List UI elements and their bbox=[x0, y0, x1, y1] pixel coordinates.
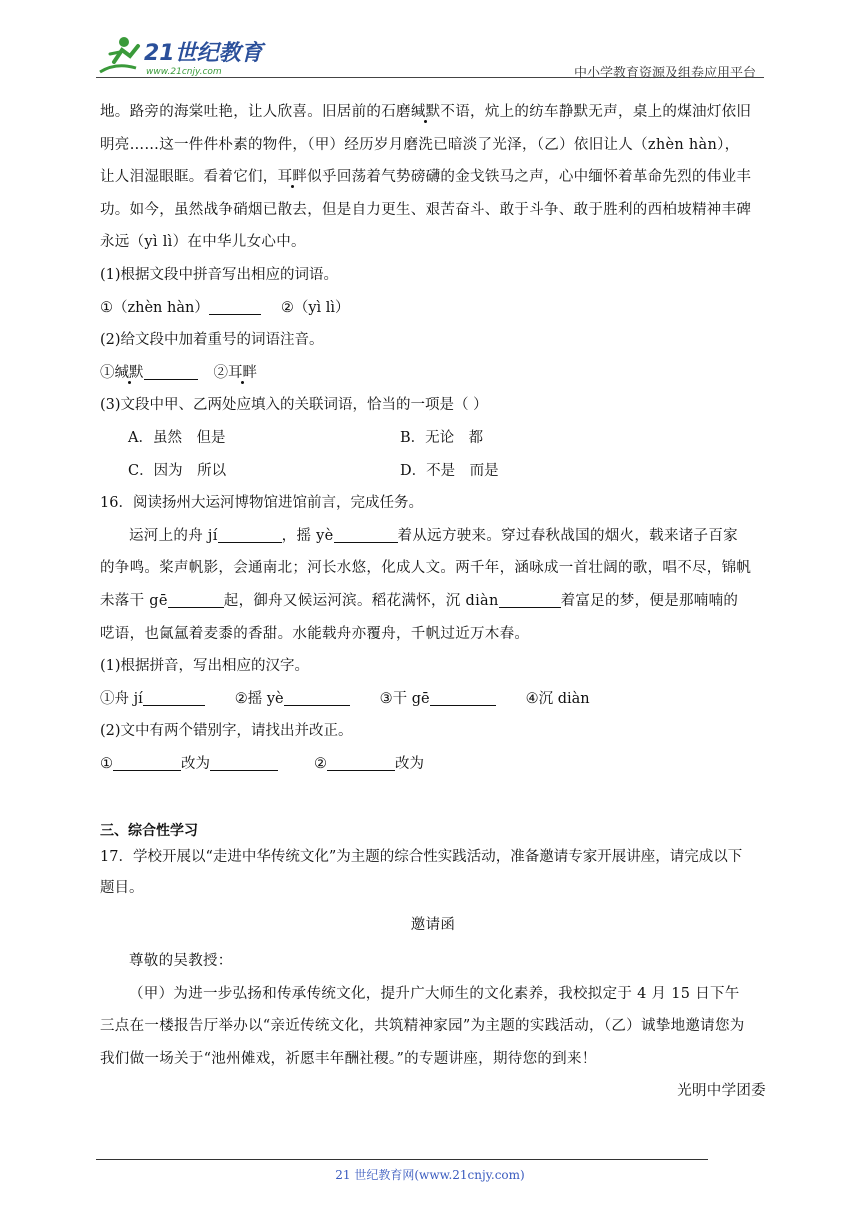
answer-blank[interactable] bbox=[284, 689, 350, 706]
answer-blank[interactable] bbox=[499, 591, 561, 608]
passage-line: 让人泪湿眼眶。看着它们，耳畔似乎回荡着气势磅礴的金戈铁马之声，心中缅怀着革命先烈的伟业丰 bbox=[100, 169, 752, 186]
answer-blank[interactable] bbox=[334, 526, 398, 543]
letter-salutation: 尊敬的吴教授： bbox=[129, 953, 233, 970]
q16-part2: (2)文中有两个错别字，请找出并改正。 bbox=[100, 723, 353, 740]
q15-part2: (2)给文段中加着重号的词语注音。 bbox=[100, 332, 324, 349]
options-row bbox=[100, 455, 766, 488]
letter-title: 邀请函 bbox=[410, 917, 456, 934]
q16-passage-line: 未落干 gē 起，御舟又候运河滨。稻花满怀，沉 diàn 着富足的梦，便是那喃喃的 bbox=[100, 592, 739, 609]
passage-line: 功。如今，虽然战争硝烟已散去，但是自力更生、艰苦奋斗、敢于斗争、敢于胜利的西柏坡精神丰碑 bbox=[100, 201, 752, 218]
options-row bbox=[100, 422, 766, 455]
page-footer: 21 世纪教育网(www.21cnjy.com) bbox=[335, 1168, 525, 1182]
answer-blank[interactable] bbox=[210, 754, 278, 771]
page-header bbox=[96, 28, 764, 80]
svg-text:www.21cnjy.com: www.21cnjy.com bbox=[146, 67, 222, 77]
answer-blank[interactable] bbox=[327, 754, 395, 771]
site-logo bbox=[96, 32, 266, 80]
option-b[interactable]: B．无论 都 bbox=[400, 429, 484, 446]
q17-stem: 17．学校开展以“走进中华传统文化”为主题的综合性实践活动，准备邀请专家开展讲座，请完成以下 bbox=[100, 849, 743, 866]
q16-part1: (1)根据拼音，写出相应的汉字。 bbox=[100, 658, 310, 675]
q15-part2-answers: ①缄默 ②耳畔 bbox=[100, 364, 257, 381]
q15-part1-answers: ①（zhèn hàn） ②（yì lì） bbox=[100, 299, 350, 316]
document-body bbox=[100, 96, 766, 1108]
q16-part2-answers: ① 改为 ② 改为 bbox=[100, 755, 424, 772]
q16-passage-line: 运河上的舟 jí ，摇 yè 着从远方驶来。穿过春秋战国的烟火，载来诸子百家 bbox=[129, 527, 738, 544]
letter-body: 我们做一场关于“池州傩戏，祈愿丰年酬社稷。”的专题讲座，期待您的到来！ bbox=[100, 1050, 597, 1067]
letter-signature: 光明中学团委 bbox=[677, 1083, 766, 1100]
footer-divider bbox=[96, 1159, 708, 1160]
answer-blank[interactable] bbox=[209, 298, 261, 315]
passage-line: 永远（yì lì）在中华儿女心中。 bbox=[100, 234, 306, 251]
q15-part1: (1)根据文段中拼音写出相应的词语。 bbox=[100, 266, 339, 283]
answer-blank[interactable] bbox=[113, 754, 181, 771]
emphasized-word-rongmo: 缄默 bbox=[410, 104, 441, 120]
q16-passage-line: 呓语，也氤氲着麦黍的香甜。水能载舟亦覆舟，千帆过近万木春。 bbox=[100, 625, 530, 642]
header-divider bbox=[96, 77, 764, 78]
answer-blank[interactable] bbox=[430, 689, 496, 706]
passage-line: 地。路旁的海棠吐艳，让人欣喜。旧居前的石磨缄默不语，炕上的纺车静默无声，桌上的煤油灯依旧 bbox=[100, 104, 752, 120]
answer-blank[interactable] bbox=[144, 363, 198, 380]
q16-stem: 16．阅读扬州大运河博物馆进馆前言，完成任务。 bbox=[100, 495, 423, 512]
q16-passage-line: 的争鸣。桨声帆影，会通南北；河长水悠，化成人文。两千年，涵咏成一首壮阔的歌，唱不尽，锦帆 bbox=[100, 560, 752, 577]
q15-part3: (3)文段中甲、乙两处应填入的关联词语，恰当的一项是（ ） bbox=[100, 397, 488, 414]
section-title: 三、综合性学习 bbox=[100, 823, 198, 840]
option-c[interactable]: C．因为 所以 bbox=[128, 462, 227, 479]
letter-body: （甲）为进一步弘扬和传承传统文化，提升广大师生的文化素养，我校拟定于 4 月 15 日下午 bbox=[129, 985, 740, 1002]
answer-blank[interactable] bbox=[168, 591, 224, 608]
option-d[interactable]: D．不是 而是 bbox=[400, 462, 499, 479]
answer-blank[interactable] bbox=[218, 526, 282, 543]
svg-text:21世纪教育: 21世纪教育 bbox=[144, 41, 263, 66]
platform-name: 中小学教育资源及组卷应用平台 bbox=[573, 66, 756, 81]
letter-body: 三点在一楼报告厅举办以“亲近传统文化，共筑精神家园”为主题的实践活动，（乙）诚挚地邀请您为 bbox=[100, 1018, 745, 1035]
emphasized-word-erpan: 耳畔 bbox=[277, 169, 308, 186]
passage-line: 明亮……这一件件朴素的物件，（甲）经历岁月磨洗已暗淡了光泽，（乙）依旧让人（zhèn hàn）， bbox=[100, 136, 740, 153]
q17-stem-cont: 题目。 bbox=[100, 880, 144, 897]
option-a[interactable]: A．虽然 但是 bbox=[128, 429, 226, 446]
answer-blank[interactable] bbox=[143, 689, 205, 706]
q16-part1-answers: ①舟 jí ②摇 yè ③干 gē ④沉 diàn bbox=[100, 690, 590, 707]
